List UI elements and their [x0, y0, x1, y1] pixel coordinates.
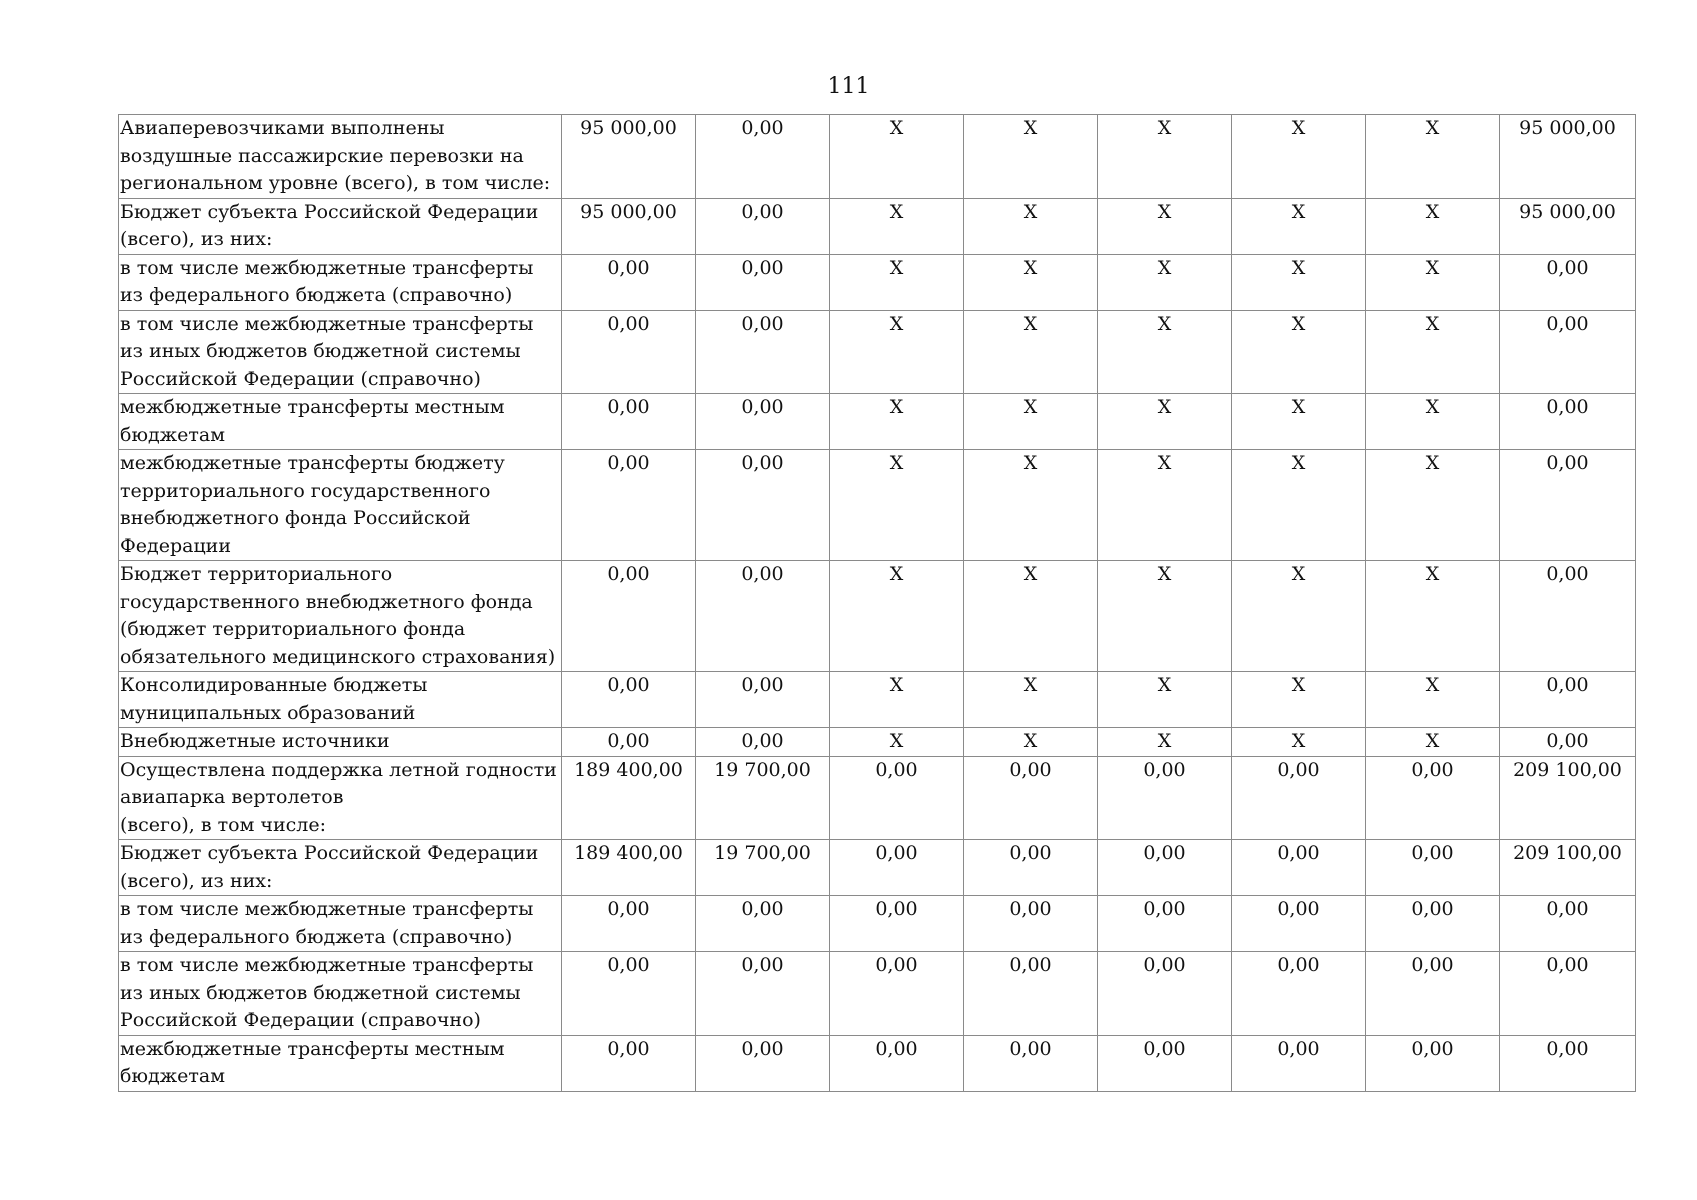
value-cell: X: [1098, 254, 1232, 310]
value-cell: 0,00: [830, 952, 964, 1036]
value-cell: X: [964, 198, 1098, 254]
table-row: [119, 896, 1636, 952]
value-cell: 0,00: [1232, 896, 1366, 952]
value-cell: X: [1232, 728, 1366, 757]
value-cell: 0,00: [696, 1035, 830, 1091]
value-cell: X: [1098, 115, 1232, 199]
value-cell: X: [1366, 115, 1500, 199]
table-row: [119, 450, 1636, 561]
row-label: Внебюджетные источники: [119, 728, 562, 757]
value-cell: 0,00: [1098, 952, 1232, 1036]
row-label: в том числе межбюджетные трансферты из иных бюджетов бюджетной системы Российской Федерации (справочно): [119, 952, 562, 1036]
value-cell: X: [1232, 115, 1366, 199]
value-cell: 0,00: [1232, 756, 1366, 840]
value-cell: X: [1232, 450, 1366, 561]
table-row: [119, 1035, 1636, 1091]
row-total-cell: 0,00: [1500, 394, 1636, 450]
table-row: [119, 728, 1636, 757]
value-cell: 0,00: [562, 672, 696, 728]
value-cell: 0,00: [562, 450, 696, 561]
value-cell: 0,00: [830, 756, 964, 840]
value-cell: 0,00: [1232, 952, 1366, 1036]
value-cell: X: [1232, 672, 1366, 728]
value-cell: 0,00: [830, 896, 964, 952]
value-cell: 0,00: [830, 1035, 964, 1091]
value-cell: 0,00: [1098, 1035, 1232, 1091]
table-row: [119, 561, 1636, 672]
page-number: 111: [827, 74, 870, 99]
table-row: [119, 310, 1636, 394]
value-cell: X: [964, 254, 1098, 310]
row-total-cell: 0,00: [1500, 952, 1636, 1036]
row-total-cell: 0,00: [1500, 896, 1636, 952]
value-cell: 0,00: [1366, 952, 1500, 1036]
value-cell: X: [1098, 561, 1232, 672]
value-cell: X: [1366, 394, 1500, 450]
row-total-cell: 0,00: [1500, 1035, 1636, 1091]
value-cell: X: [830, 254, 964, 310]
value-cell: 0,00: [1366, 1035, 1500, 1091]
value-cell: X: [830, 394, 964, 450]
value-cell: X: [964, 728, 1098, 757]
value-cell: 0,00: [696, 728, 830, 757]
value-cell: 0,00: [964, 756, 1098, 840]
value-cell: 0,00: [696, 450, 830, 561]
table-row: [119, 756, 1636, 840]
value-cell: X: [830, 561, 964, 672]
row-label: в том числе межбюджетные трансферты из иных бюджетов бюджетной системы Российской Федерации (справочно): [119, 310, 562, 394]
row-total-cell: 95 000,00: [1500, 198, 1636, 254]
value-cell: X: [1366, 310, 1500, 394]
value-cell: X: [1098, 198, 1232, 254]
row-total-cell: 0,00: [1500, 254, 1636, 310]
value-cell: X: [830, 198, 964, 254]
value-cell: 0,00: [562, 728, 696, 757]
value-cell: 95 000,00: [562, 115, 696, 199]
value-cell: 0,00: [696, 896, 830, 952]
value-cell: X: [964, 394, 1098, 450]
value-cell: X: [1366, 254, 1500, 310]
value-cell: 0,00: [1366, 896, 1500, 952]
value-cell: X: [830, 450, 964, 561]
value-cell: 0,00: [1366, 840, 1500, 896]
row-label: межбюджетные трансферты местным бюджетам: [119, 394, 562, 450]
value-cell: X: [1232, 310, 1366, 394]
value-cell: 189 400,00: [562, 840, 696, 896]
table-row: [119, 672, 1636, 728]
value-cell: 0,00: [696, 952, 830, 1036]
value-cell: X: [830, 672, 964, 728]
row-label: межбюджетные трансферты бюджету территориального государственного внебюджетного фонда Российской Федерации: [119, 450, 562, 561]
table-body: [119, 115, 1636, 1092]
value-cell: 0,00: [1098, 840, 1232, 896]
value-cell: X: [1232, 394, 1366, 450]
value-cell: X: [1098, 728, 1232, 757]
table-row: [119, 115, 1636, 199]
value-cell: X: [964, 672, 1098, 728]
row-total-cell: 0,00: [1500, 728, 1636, 757]
value-cell: X: [1366, 450, 1500, 561]
value-cell: X: [1098, 672, 1232, 728]
value-cell: 0,00: [964, 840, 1098, 896]
value-cell: 0,00: [696, 254, 830, 310]
value-cell: X: [830, 728, 964, 757]
value-cell: X: [830, 115, 964, 199]
value-cell: 0,00: [562, 310, 696, 394]
row-label: Осуществлена поддержка летной годности авиапарка вертолетов (всего), в том числе:: [119, 756, 562, 840]
value-cell: 0,00: [1366, 756, 1500, 840]
value-cell: X: [964, 310, 1098, 394]
value-cell: 0,00: [696, 672, 830, 728]
value-cell: 0,00: [696, 115, 830, 199]
value-cell: X: [1232, 254, 1366, 310]
value-cell: X: [1366, 728, 1500, 757]
value-cell: 0,00: [964, 1035, 1098, 1091]
value-cell: 0,00: [964, 896, 1098, 952]
value-cell: X: [830, 310, 964, 394]
value-cell: X: [1366, 672, 1500, 728]
row-label: Бюджет субъекта Российской Федерации (всего), из них:: [119, 198, 562, 254]
value-cell: 0,00: [696, 310, 830, 394]
value-cell: X: [964, 561, 1098, 672]
table-row: [119, 840, 1636, 896]
value-cell: X: [1366, 198, 1500, 254]
value-cell: X: [964, 115, 1098, 199]
table-row: [119, 394, 1636, 450]
value-cell: X: [1232, 561, 1366, 672]
value-cell: 0,00: [562, 254, 696, 310]
table-row: [119, 254, 1636, 310]
row-label: в том числе межбюджетные трансферты из федерального бюджета (справочно): [119, 896, 562, 952]
row-label: Авиаперевозчиками выполнены воздушные пассажирские перевозки на региональном уровне (всего), в том числе:: [119, 115, 562, 199]
row-total-cell: 0,00: [1500, 450, 1636, 561]
value-cell: X: [1098, 310, 1232, 394]
row-total-cell: 0,00: [1500, 672, 1636, 728]
value-cell: 0,00: [562, 1035, 696, 1091]
row-label: Консолидированные бюджеты муниципальных образований: [119, 672, 562, 728]
value-cell: 19 700,00: [696, 840, 830, 896]
value-cell: 0,00: [1232, 1035, 1366, 1091]
row-label: Бюджет территориального государственного внебюджетного фонда (бюджет территориального фонда обязательного медицинского страхования): [119, 561, 562, 672]
value-cell: 95 000,00: [562, 198, 696, 254]
table-row: [119, 952, 1636, 1036]
row-total-cell: 209 100,00: [1500, 756, 1636, 840]
value-cell: 0,00: [562, 952, 696, 1036]
value-cell: 0,00: [696, 198, 830, 254]
value-cell: 0,00: [562, 896, 696, 952]
value-cell: X: [1366, 561, 1500, 672]
value-cell: 19 700,00: [696, 756, 830, 840]
value-cell: 0,00: [964, 952, 1098, 1036]
row-total-cell: 95 000,00: [1500, 115, 1636, 199]
value-cell: 0,00: [1098, 896, 1232, 952]
value-cell: 189 400,00: [562, 756, 696, 840]
value-cell: 0,00: [562, 561, 696, 672]
value-cell: 0,00: [562, 394, 696, 450]
row-label: в том числе межбюджетные трансферты из федерального бюджета (справочно): [119, 254, 562, 310]
value-cell: X: [964, 450, 1098, 561]
value-cell: X: [1232, 198, 1366, 254]
value-cell: 0,00: [696, 394, 830, 450]
value-cell: 0,00: [696, 561, 830, 672]
value-cell: X: [1098, 450, 1232, 561]
value-cell: 0,00: [1232, 840, 1366, 896]
budget-table: [118, 114, 1636, 1092]
row-total-cell: 0,00: [1500, 310, 1636, 394]
row-label: Бюджет субъекта Российской Федерации (всего), из них:: [119, 840, 562, 896]
table-row: [119, 198, 1636, 254]
value-cell: 0,00: [830, 840, 964, 896]
value-cell: X: [1098, 394, 1232, 450]
row-label: межбюджетные трансферты местным бюджетам: [119, 1035, 562, 1091]
row-total-cell: 0,00: [1500, 561, 1636, 672]
row-total-cell: 209 100,00: [1500, 840, 1636, 896]
value-cell: 0,00: [1098, 756, 1232, 840]
